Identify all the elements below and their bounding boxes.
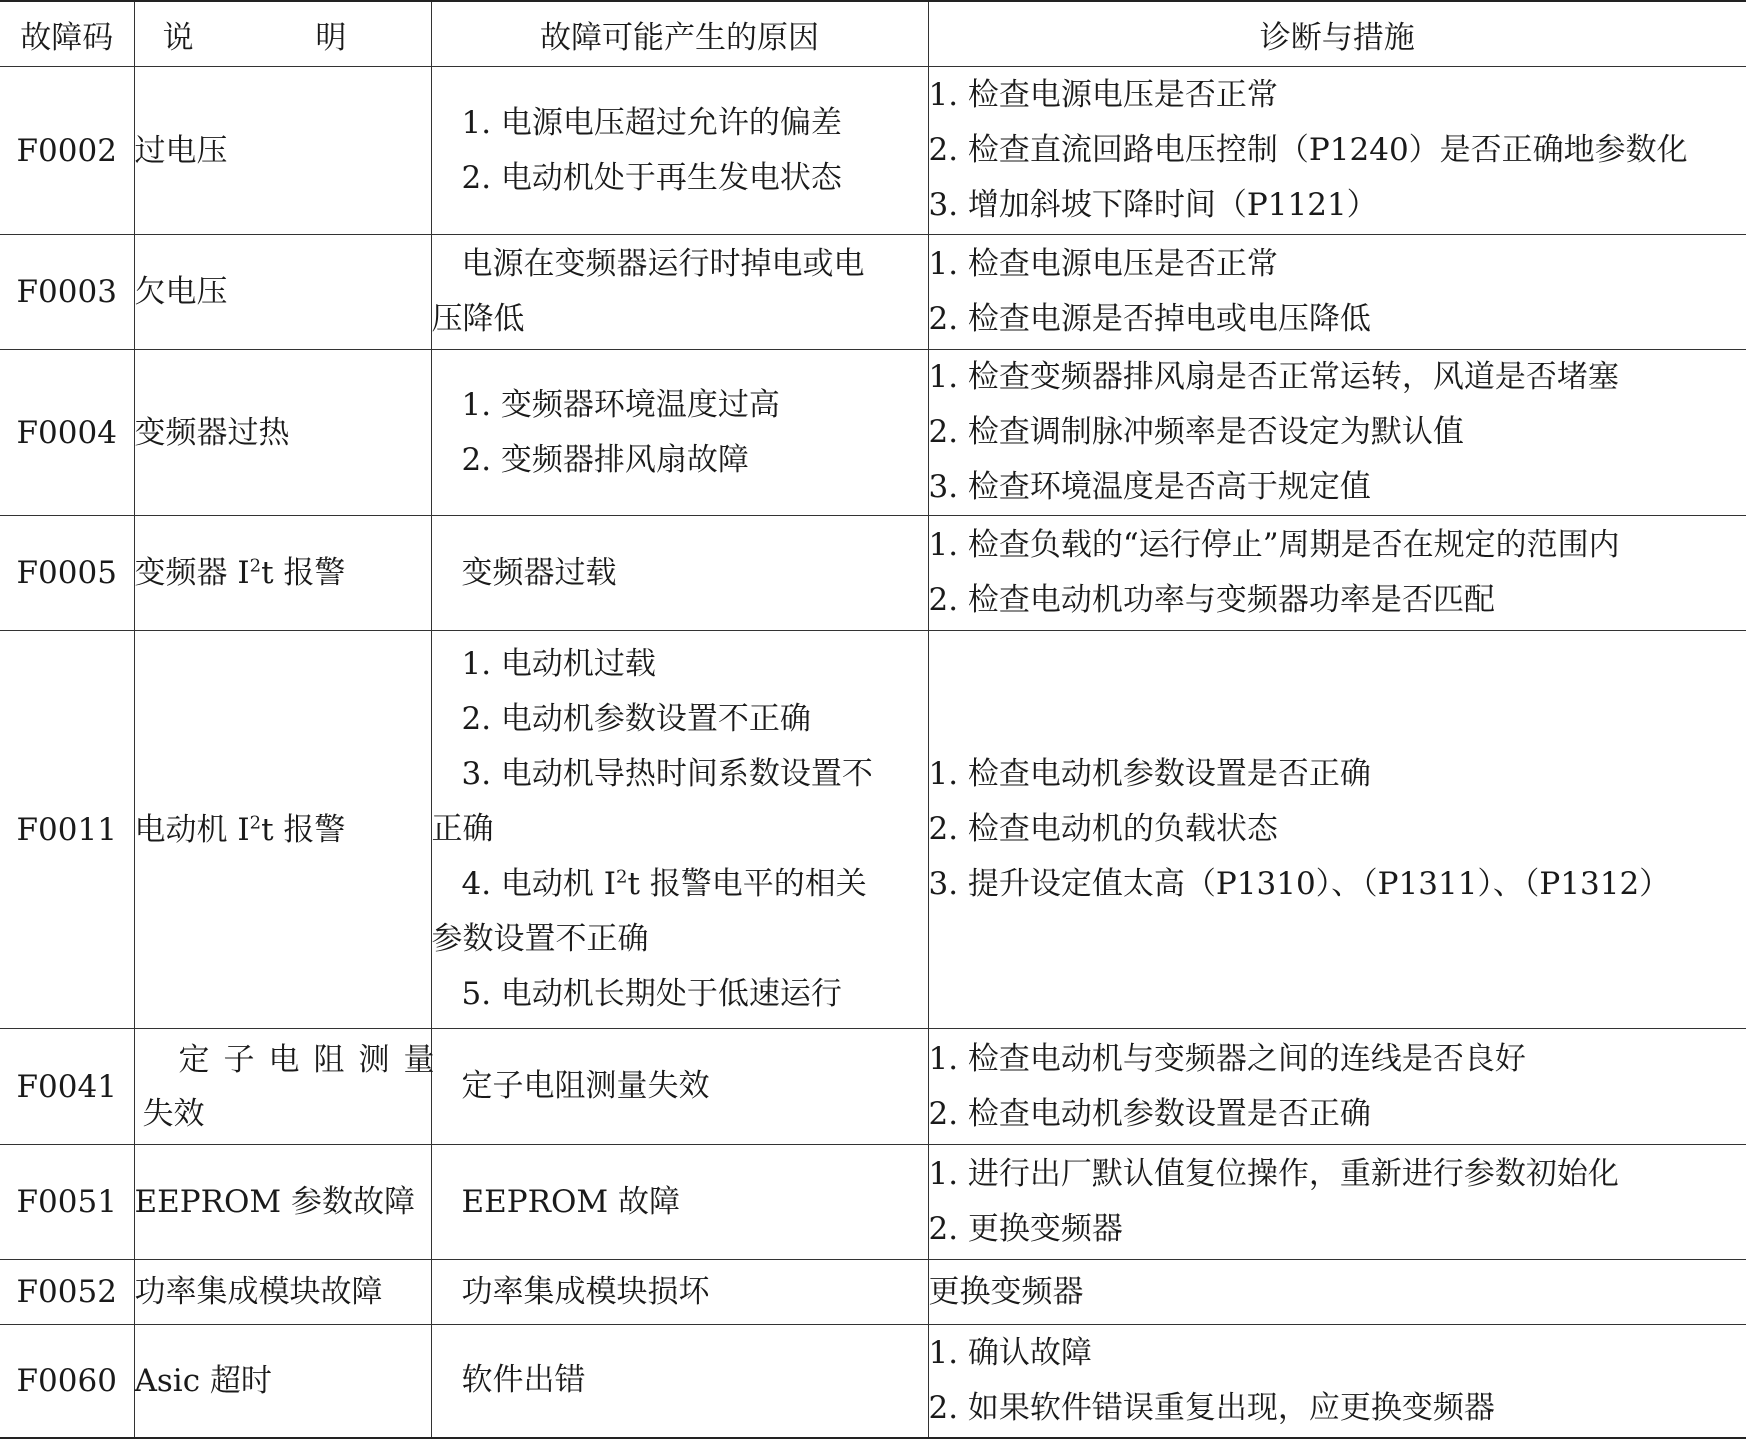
cause-line: 1. 电动机过载 [432,637,928,692]
fault-description [134,631,431,1029]
cause-text: 4. 电动机 I [462,866,617,902]
cause-line: 功率集成模块损坏 [432,1265,928,1320]
diag-line: 2. 检查直流回路电压控制（P1240）是否正确地参数化 [929,123,1746,178]
diag-line: 3. 检查环境温度是否高于规定值 [929,460,1746,515]
fault-diagnosis [928,235,1746,350]
diag-line: 3. 增加斜坡下降时间（P1121） [929,178,1746,233]
diag-line: 3. 提升设定值太高（P1310）、（P1311）、（P1312） [929,857,1746,912]
fault-description: Asic 超时 [134,1325,431,1438]
fault-cause [431,1145,928,1260]
cause-line: 3. 电动机导热时间系数设置不 [432,747,928,802]
fault-cause [431,67,928,235]
cause-line: 定子电阻测量失效 [432,1059,928,1114]
cause-line: 1. 电源电压超过允许的偏差 [432,96,928,151]
fault-description [134,516,431,631]
fault-description: 变频器过热 [134,350,431,516]
fault-code: F0060 [0,1325,134,1438]
diag-line: 1. 检查电动机参数设置是否正确 [929,747,1746,802]
cause-line: 压降低 [432,292,928,347]
cause-line: 变频器过载 [432,546,928,601]
cause-line: 参数设置不正确 [432,912,928,967]
table-row [0,1260,1746,1325]
diag-line: 2. 检查调制脉冲频率是否设定为默认值 [929,405,1746,460]
fault-cause [431,235,928,350]
cause-line: 正确 [432,802,928,857]
diag-line: 1. 进行出厂默认值复位操作，重新进行参数初始化 [929,1147,1746,1202]
fault-cause [431,350,928,516]
diag-line: 更换变频器 [929,1265,1746,1320]
table-row [0,350,1746,516]
fault-code: F0005 [0,516,134,631]
fault-diagnosis [928,516,1746,631]
fault-diagnosis [928,631,1746,1029]
fault-code: F0052 [0,1260,134,1325]
desc-text: 变频器 I [135,555,250,591]
diag-line: 2. 检查电动机的负载状态 [929,802,1746,857]
desc-line: 定子电阻测量 [143,1033,431,1087]
cause-line: 5. 电动机长期处于低速运行 [432,967,928,1022]
header-diag: 诊断与措施 [928,1,1746,67]
fault-description: 过电压 [134,67,431,235]
diag-line: 2. 检查电源是否掉电或电压降低 [929,292,1746,347]
fault-cause [431,516,928,631]
fault-code: F0011 [0,631,134,1029]
table-row [0,67,1746,235]
cause-line [432,857,928,912]
fault-cause [431,1260,928,1325]
fault-diagnosis [928,67,1746,235]
fault-code: F0004 [0,350,134,516]
header-code: 故障码 [0,1,134,67]
fault-diagnosis [928,350,1746,516]
superscript: 2 [616,867,627,888]
diag-line: 2. 检查电动机参数设置是否正确 [929,1087,1746,1142]
superscript: 2 [250,556,261,577]
cause-line: 电源在变频器运行时掉电或电 [432,237,928,292]
fault-cause [431,631,928,1029]
diag-line: 2. 检查电动机功率与变频器功率是否匹配 [929,573,1746,628]
table-row [0,516,1746,631]
fault-diagnosis [928,1325,1746,1438]
cause-line: 软件出错 [432,1353,928,1408]
fault-diagnosis [928,1260,1746,1325]
table-row [0,631,1746,1029]
diag-line: 1. 检查电源电压是否正常 [929,68,1746,123]
fault-diagnosis [928,1029,1746,1145]
fault-cause [431,1029,928,1145]
cause-line: EEPROM 故障 [432,1175,928,1230]
desc-text: 电动机 I [135,812,250,848]
fault-cause [431,1325,928,1438]
fault-code: F0002 [0,67,134,235]
diag-line: 1. 检查电源电压是否正常 [929,237,1746,292]
fault-code: F0051 [0,1145,134,1260]
desc-text: t 报警 [261,812,345,848]
fault-diagnosis [928,1145,1746,1260]
diag-line: 1. 检查变频器排风扇是否正常运转，风道是否堵塞 [929,350,1746,405]
desc-text: t 报警 [261,555,345,591]
cause-text: t 报警电平的相关 [627,866,866,902]
header-desc: 说 明 [134,1,431,67]
table-header-row [0,1,1746,67]
cause-line: 2. 电动机参数设置不正确 [432,692,928,747]
table-row [0,1029,1746,1145]
diag-line: 1. 检查电动机与变频器之间的连线是否良好 [929,1032,1746,1087]
diag-line: 1. 检查负载的“运行停止”周期是否在规定的范围内 [929,518,1746,573]
header-cause: 故障可能产生的原因 [431,1,928,67]
superscript: 2 [250,812,261,833]
fault-code: F0041 [0,1029,134,1145]
diag-line: 2. 更换变频器 [929,1202,1746,1257]
fault-code: F0003 [0,235,134,350]
fault-description: 功率集成模块故障 [134,1260,431,1325]
table-row [0,1145,1746,1260]
fault-description: 欠电压 [134,235,431,350]
fault-description: EEPROM 参数故障 [134,1145,431,1260]
desc-line: 失效 [143,1087,431,1141]
cause-line: 1. 变频器环境温度过高 [432,378,928,433]
cause-line: 2. 变频器排风扇故障 [432,433,928,488]
diag-line: 1. 确认故障 [929,1326,1746,1381]
diag-line: 2. 如果软件错误重复出现，应更换变频器 [929,1381,1746,1436]
table-row [0,1325,1746,1438]
table-row [0,235,1746,350]
fault-description [134,1029,431,1145]
cause-line: 2. 电动机处于再生发电状态 [432,151,928,206]
